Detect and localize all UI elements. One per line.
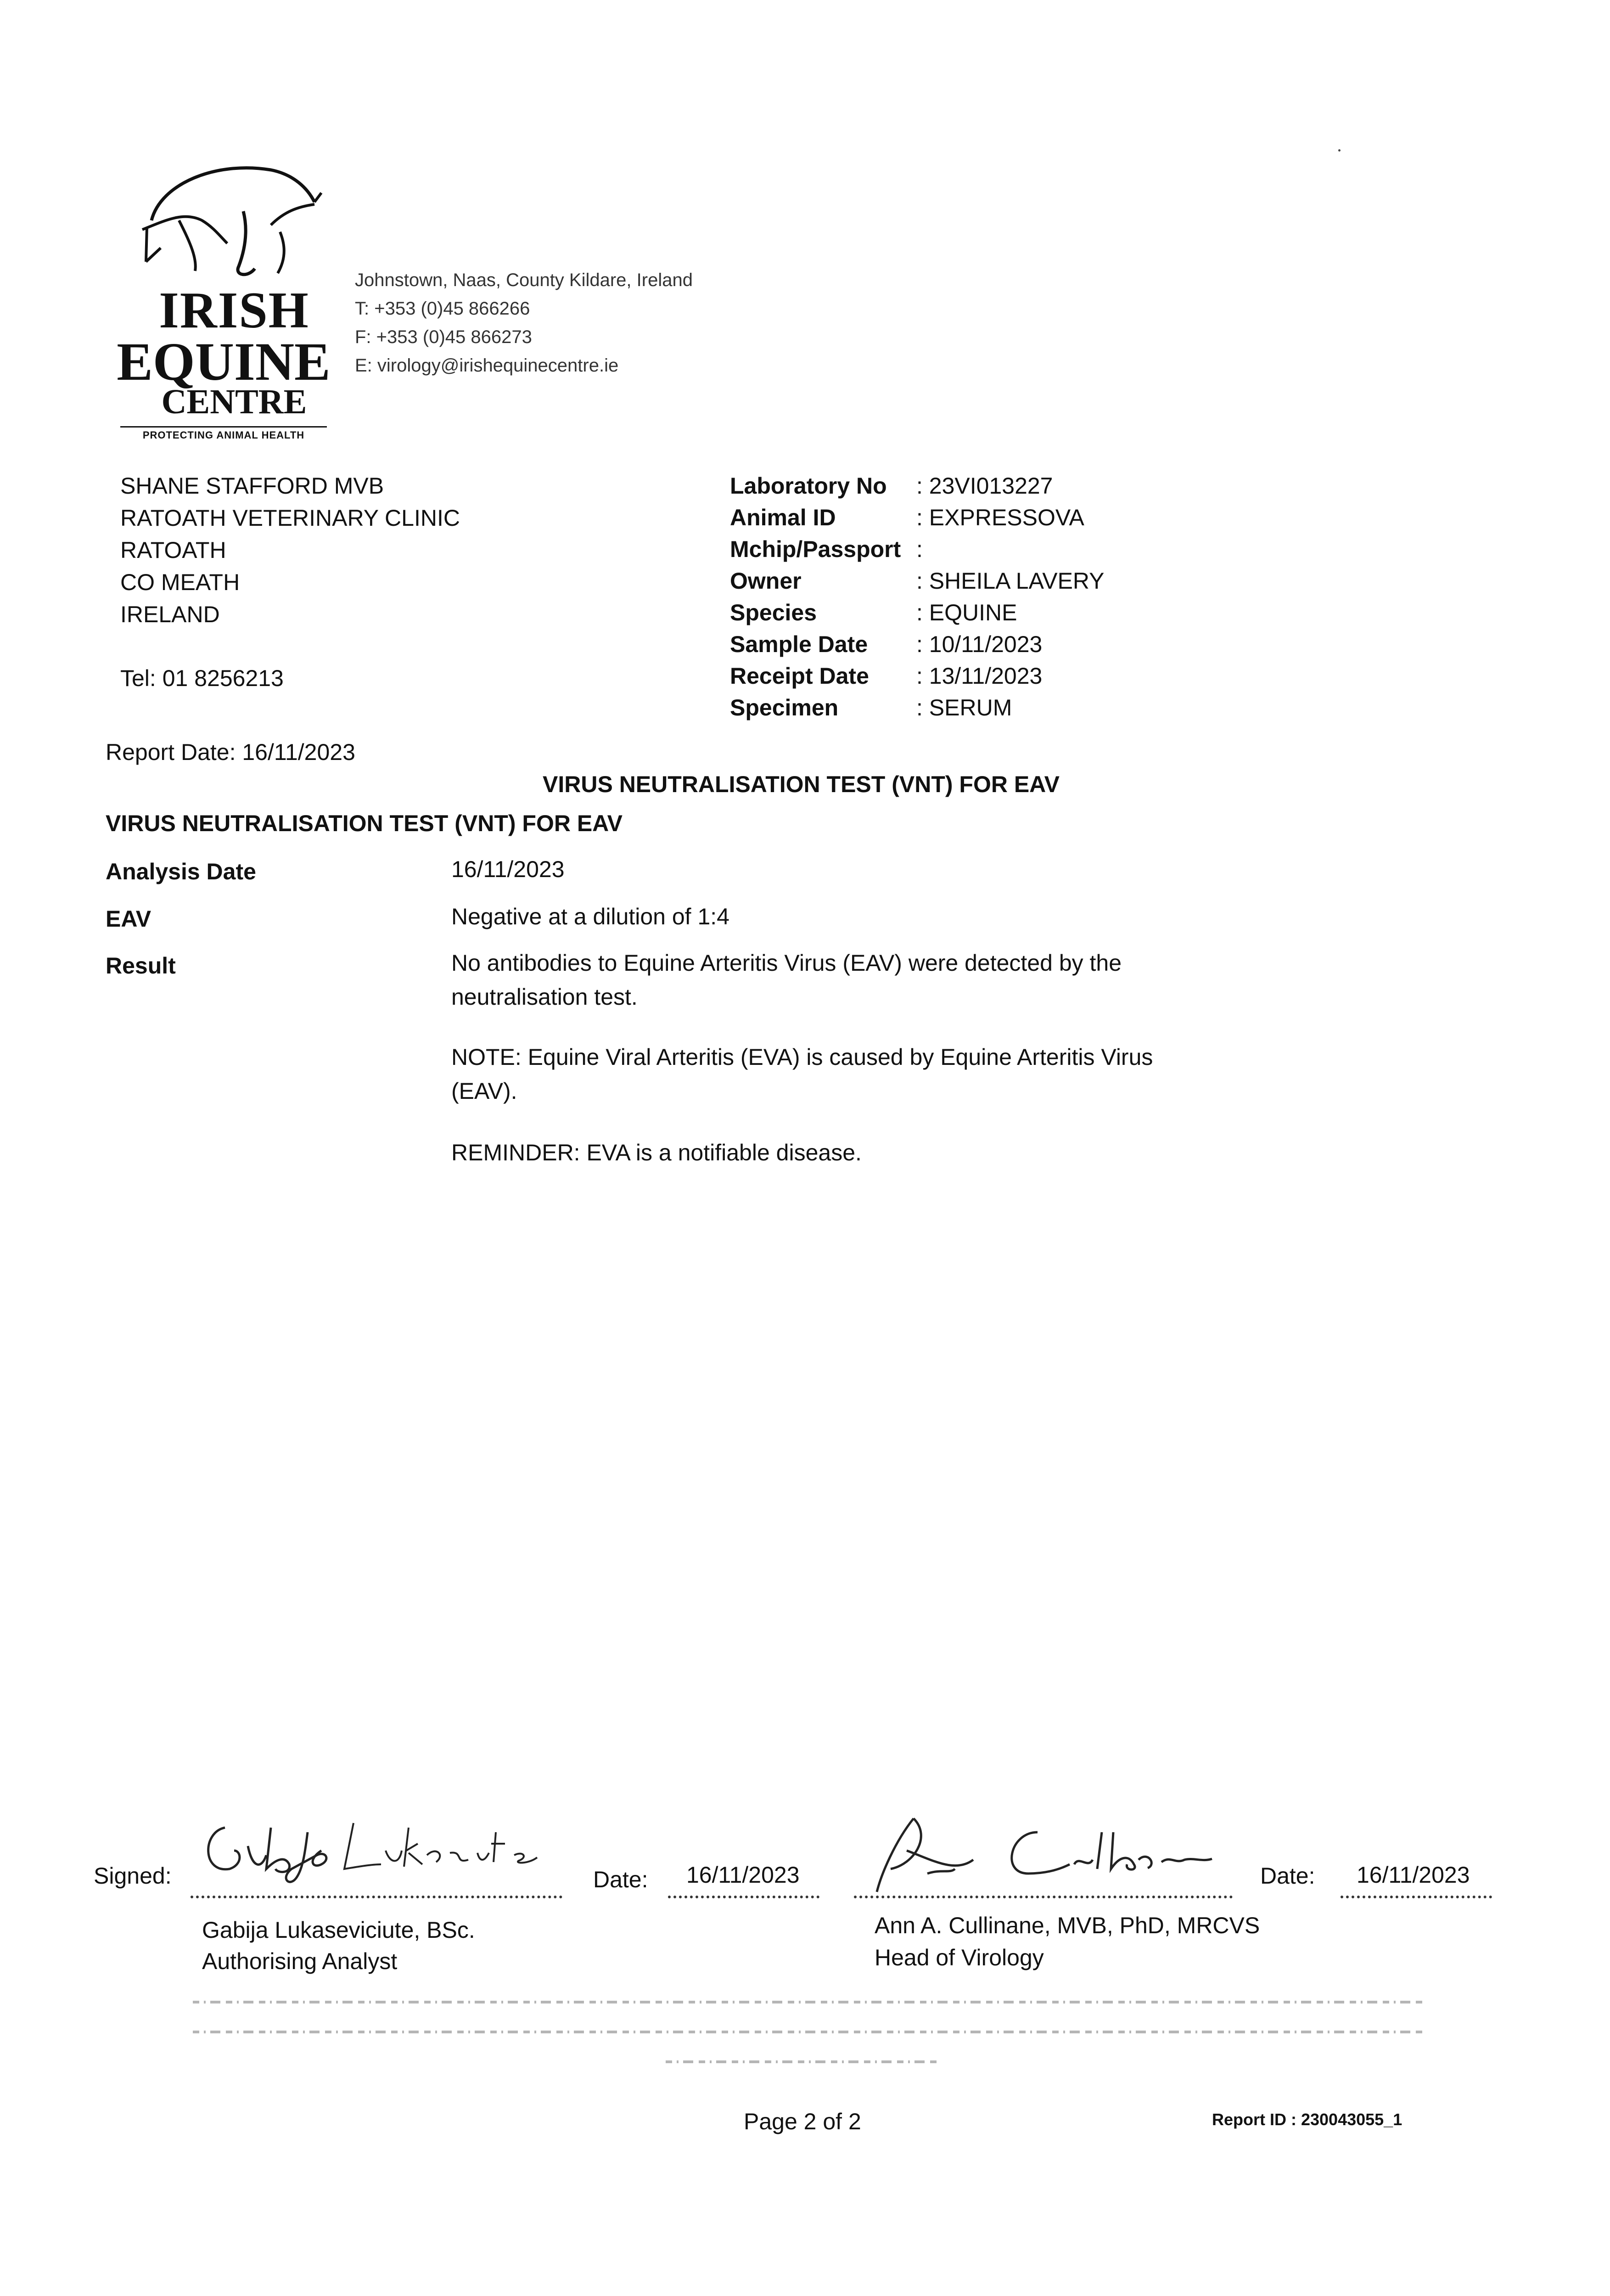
date-2-label: Date: <box>1260 1863 1315 1889</box>
info-value: : 23VI013227 <box>916 473 1053 499</box>
date-1-line <box>668 1896 819 1898</box>
lab-phone: T: +353 (0)45 866266 <box>355 298 530 319</box>
test-title: VIRUS NEUTRALISATION TEST (VNT) FOR EAV <box>106 810 623 836</box>
info-label: Species <box>730 600 817 625</box>
report-id: Report ID : 230043055_1 <box>1212 2110 1402 2129</box>
lab-contact-block <box>355 271 693 385</box>
logo-word-equine: EQUINE <box>117 332 331 392</box>
address-line: SHANE STAFFORD MVB <box>120 473 384 499</box>
eav-value: Negative at a dilution of 1:4 <box>451 904 729 929</box>
info-value: : <box>916 536 923 562</box>
date-2-value: 16/11/2023 <box>1357 1862 1470 1888</box>
signature-1-line <box>191 1896 562 1898</box>
signatory-1-name: Gabija Lukaseviciute, BSc. <box>202 1917 475 1943</box>
info-label: Mchip/Passport <box>730 536 901 562</box>
info-label: Specimen <box>730 695 839 720</box>
logo-tagline: PROTECTING ANIMAL HEALTH <box>120 426 327 441</box>
info-value: : SHEILA LAVERY <box>916 568 1105 594</box>
signature-1-image <box>197 1800 565 1892</box>
info-label: Owner <box>730 568 802 594</box>
faded-disclaimer-graphic <box>193 1993 1423 2076</box>
result-label: Result <box>106 953 176 979</box>
analysis-date-value: 16/11/2023 <box>451 856 565 882</box>
logo-word-centre: CENTRE <box>161 383 307 421</box>
info-value: : SERUM <box>916 695 1012 720</box>
signed-label: Signed: <box>94 1863 172 1889</box>
logo-word-irish: IRISH <box>159 282 309 339</box>
address-line: IRELAND <box>120 602 220 627</box>
info-value: : EQUINE <box>916 600 1017 625</box>
recipient-address <box>120 474 460 635</box>
info-value: : 13/11/2023 <box>916 663 1043 689</box>
date-1-label: Date: <box>593 1867 648 1892</box>
horse-logo-icon <box>133 152 326 289</box>
test-title-centered: VIRUS NEUTRALISATION TEST (VNT) FOR EAV <box>543 771 1060 797</box>
report-date: Report Date: 16/11/2023 <box>106 739 355 765</box>
eav-label: EAV <box>106 906 151 932</box>
date-2-line <box>1341 1896 1492 1898</box>
page-number: Page 2 of 2 <box>744 2109 861 2134</box>
signature-2-line <box>854 1896 1233 1898</box>
signature-2-image <box>863 1805 1230 1896</box>
address-line: CO MEATH <box>120 569 240 595</box>
signature-1-script: Gabija Lukaseviciute <box>197 1800 202 1801</box>
info-label: Laboratory No <box>730 473 887 499</box>
address-line: RATOATH <box>120 537 226 563</box>
signatory-2-name: Ann A. Cullinane, MVB, PhD, MRCVS <box>875 1913 1260 1938</box>
signatory-1-role: Authorising Analyst <box>202 1948 398 1974</box>
scan-speck <box>1338 149 1341 152</box>
lab-address: Johnstown, Naas, County Kildare, Ireland <box>355 270 693 290</box>
reminder-text: REMINDER: EVA is a notifiable disease. <box>451 1140 862 1165</box>
info-label: Animal ID <box>730 505 836 530</box>
info-label: Receipt Date <box>730 663 869 689</box>
info-label: Sample Date <box>730 631 868 657</box>
signatory-2-role: Head of Virology <box>875 1945 1044 1970</box>
analysis-date-label: Analysis Date <box>106 859 256 884</box>
lab-fax: F: +353 (0)45 866273 <box>355 327 532 347</box>
date-1-value: 16/11/2023 <box>686 1862 800 1888</box>
info-value: : 10/11/2023 <box>916 631 1043 657</box>
result-value: No antibodies to Equine Arteritis Virus (EAV) were detected by the neutralisation test. <box>451 950 1122 1010</box>
note-text: NOTE: Equine Viral Arteritis (EVA) is caused by Equine Arteritis Virus (EAV). <box>451 1044 1153 1104</box>
lab-email: E: virology@irishequinecentre.ie <box>355 355 619 376</box>
address-line: RATOATH VETERINARY CLINIC <box>120 505 460 531</box>
info-value: : EXPRESSOVA <box>916 505 1084 530</box>
recipient-tel: Tel: 01 8256213 <box>120 665 284 691</box>
